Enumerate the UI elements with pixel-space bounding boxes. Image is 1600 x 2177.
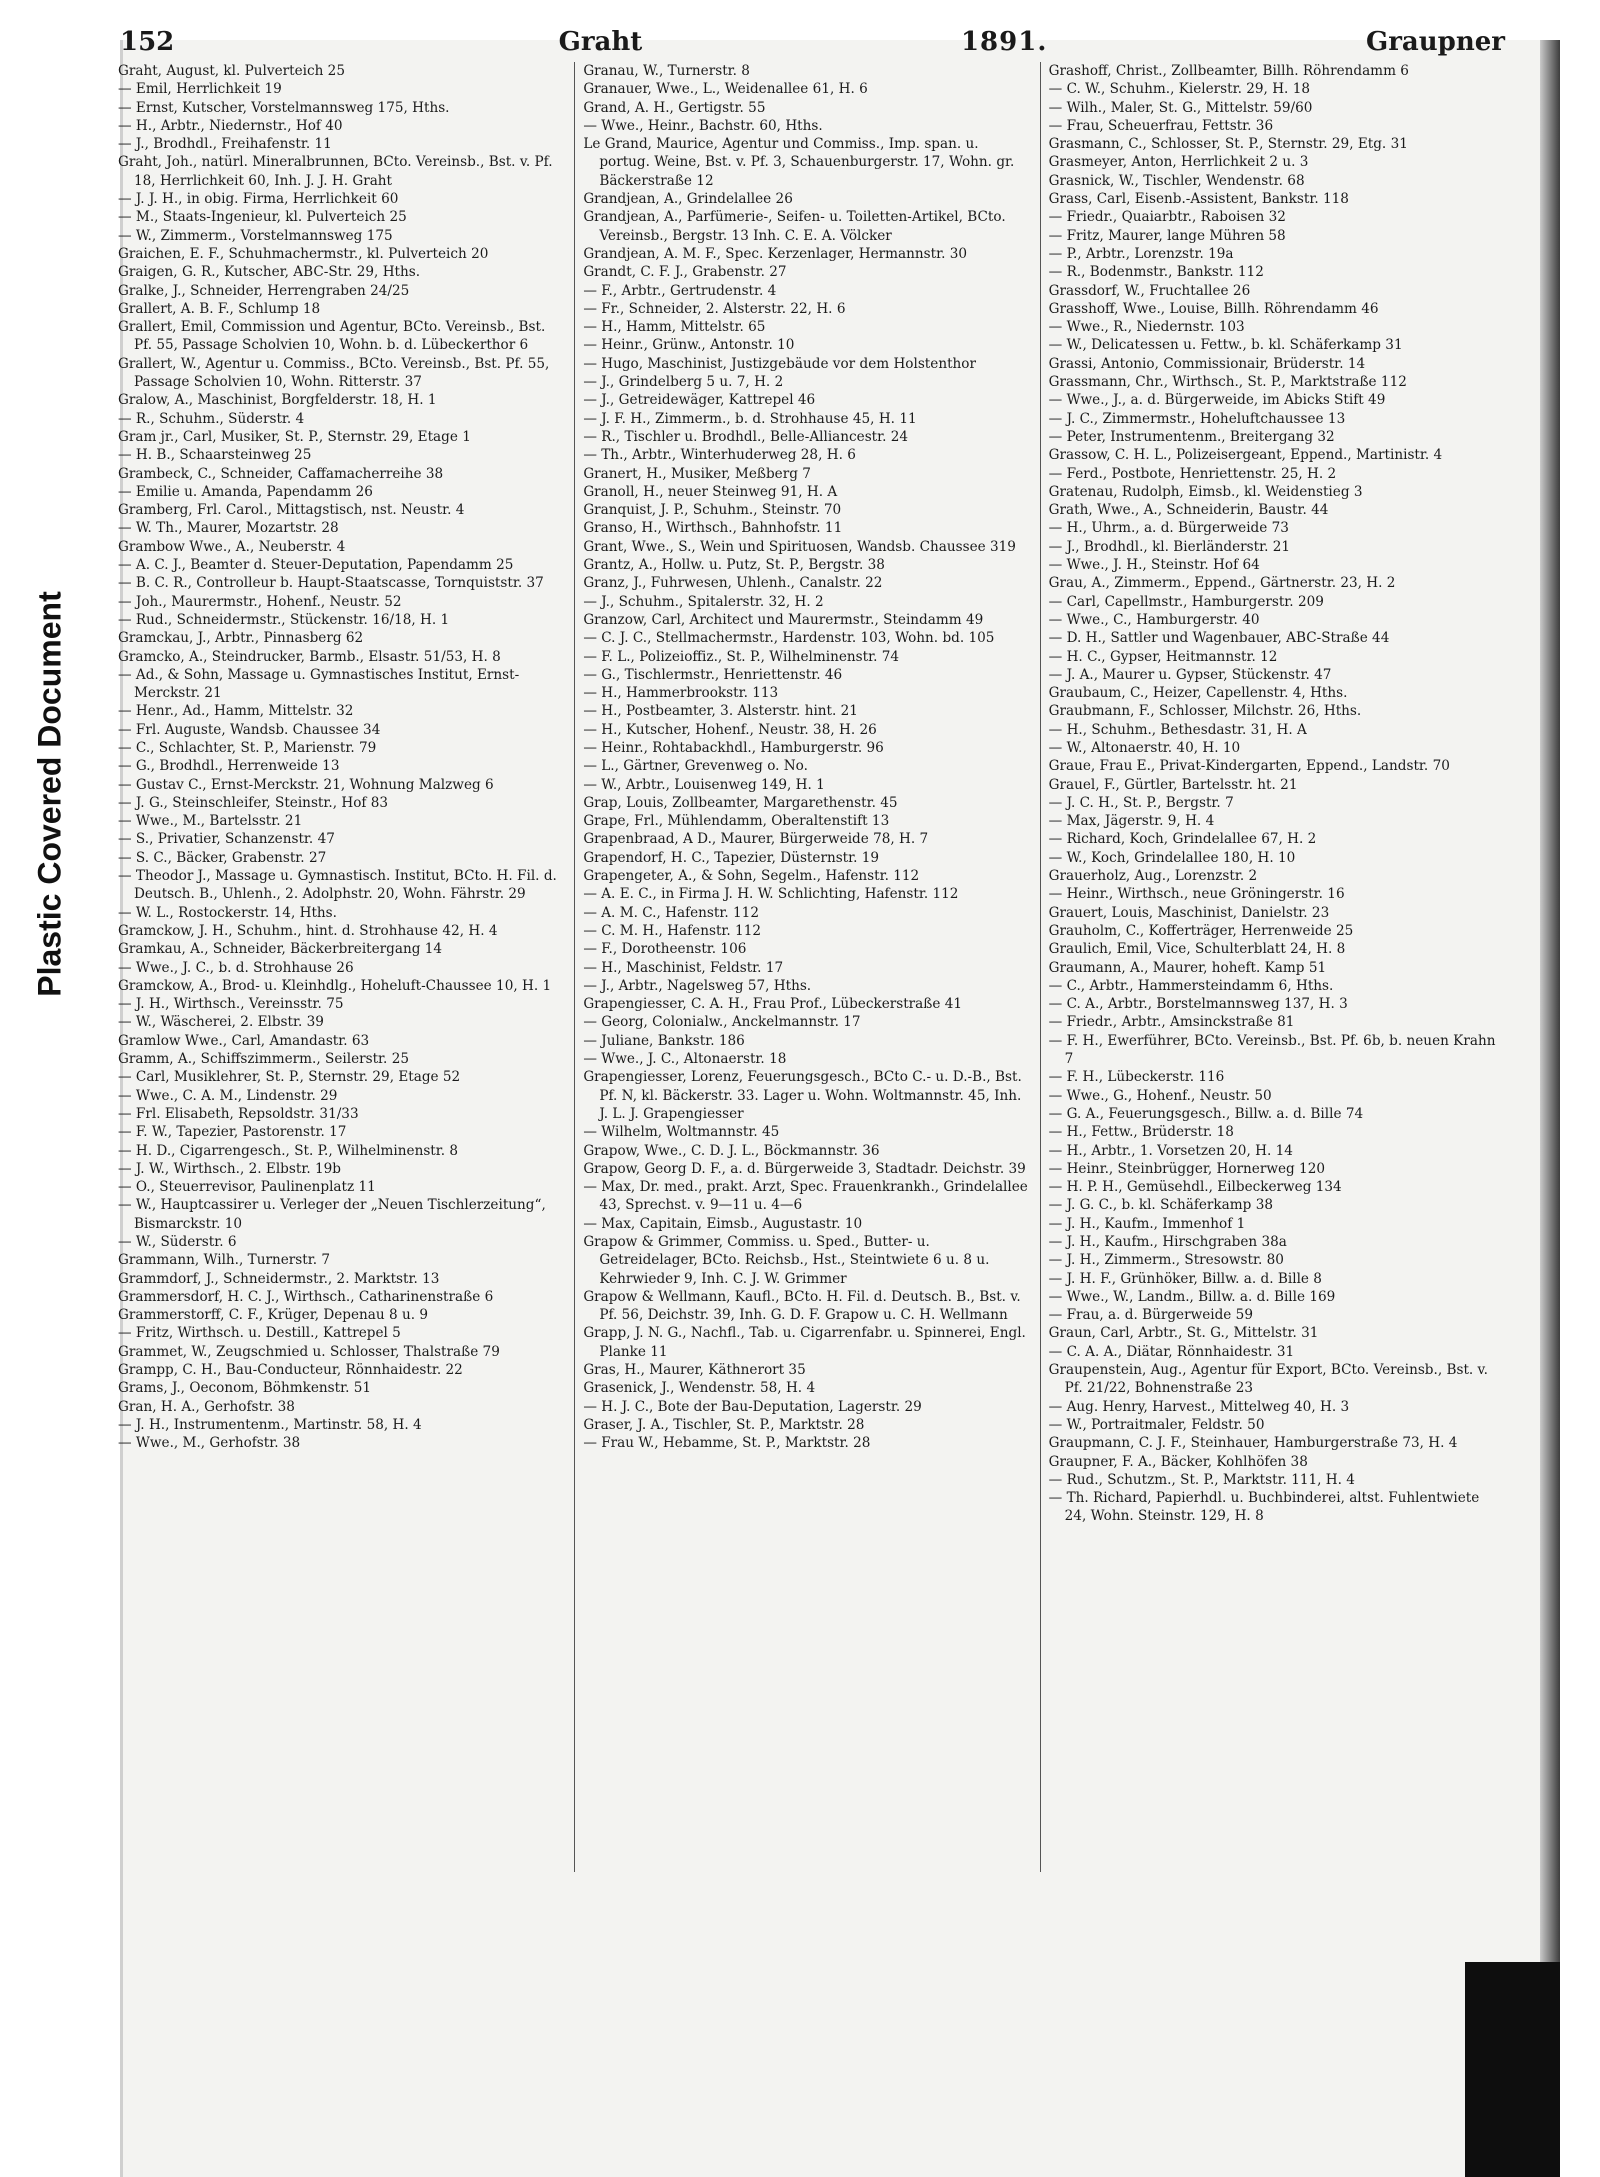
directory-entry: — Emil, Herrlichkeit 19 [118,81,282,98]
directory-entry: Le Grand, Maurice, Agentur und Commiss., Imp. span. u. portug. Weine, Bst. v. Pf. 3, Schauenburgerstr. 17, Wohn. gr. Bäckerstraße 12 [583,136,1015,189]
directory-entry: — J. C. H., St. P., Bergstr. 7 [1048,794,1234,811]
directory-entry: — Fritz, Wirthsch. u. Destill., Kattrepel 5 [118,1325,401,1342]
directory-entry: Grauholm, C., Kofferträger, Herrenweide 25 [1048,922,1354,939]
directory-entry: — L., Gärtner, Grevenweg o. No. [583,758,808,775]
directory-entry: Grashoff, Christ., Zollbeamter, Billh. Röhrendamm 6 [1048,63,1409,79]
directory-entry: Gramckow, J. H., Schuhm., hint. d. Strohhause 42, H. 4 [118,922,498,939]
directory-entry: Grammerstorff, C. F., Krüger, Depenau 8 u. 9 [118,1307,428,1324]
directory-entry: — P., Arbtr., Lorenzstr. 19a [1048,245,1234,262]
directory-entry: Graigen, G. R., Kutscher, ABC-Str. 29, Hths. [118,264,421,281]
directory-entry: Granso, H., Wirthsch., Bahnhofstr. 11 [583,520,843,537]
directory-entry: — H., Arbtr., 1. Vorsetzen 20, H. 14 [1048,1142,1293,1159]
directory-entry: Grassdorf, W., Fruchtallee 26 [1048,282,1251,299]
directory-entry: Gramcko, A., Steindrucker, Barmb., Elsastr. 51/53, H. 8 [118,648,501,665]
directory-entry: — Hugo, Maschinist, Justizgebäude vor dem Holstenthor [583,355,976,372]
directory-entry: — Heinr., Grünw., Antonstr. 10 [583,337,795,354]
directory-entry: Grasshoff, Wwe., Louise, Billh. Röhrendamm 46 [1048,300,1379,317]
directory-entry: — Max, Jägerstr. 9, H. 4 [1048,813,1215,830]
directory-entry: — J. G., Steinschleifer, Steinstr., Hof 83 [118,794,389,811]
directory-entry: Granz, J., Fuhrwesen, Uhlenh., Canalstr. 22 [583,575,883,592]
directory-entry: Gramkau, A., Schneider, Bäckerbreitergang 14 [118,941,443,958]
directory-entry: — Th., Arbtr., Winterhuderweg 28, H. 6 [583,447,856,464]
directory-entry: — W. Th., Maurer, Mozartstr. 28 [118,520,339,537]
directory-entry: — W., Zimmerm., Vorstelmannsweg 175 [118,227,393,244]
directory-entry: — H., Uhrm., a. d. Bürgerweide 73 [1048,520,1289,537]
directory-entry: Graulich, Emil, Vice, Schulterblatt 24, H. 8 [1048,941,1346,958]
directory-entry: Granert, H., Musiker, Meßberg 7 [583,465,811,482]
directory-entry: — S. C., Bäcker, Grabenstr. 27 [118,849,327,866]
directory-entry: — H., Arbtr., Niedernstr., Hof 40 [118,117,343,134]
directory-entry: Grauerholz, Aug., Lorenzstr. 2 [1048,868,1258,885]
directory-entry: — F. H., Ewerführer, BCto. Vereinsb., Bst. Pf. 6b, b. neuen Krahn 7 [1048,1032,1496,1068]
directory-entry: Grath, Wwe., A., Schneiderin, Baustr. 44 [1048,502,1329,519]
directory-entry: — H., Kutscher, Hohenf., Neustr. 38, H. 26 [583,721,877,738]
directory-entry: — Wilh., Maler, St. G., Mittelstr. 59/60 [1048,99,1313,116]
directory-entry: — H., Fettw., Brüderstr. 18 [1048,1124,1234,1141]
directory-entry: Grapengeter, A., & Sohn, Segelm., Hafenstr. 112 [583,868,920,885]
directory-entry: — Heinr., Rohtabackhdl., Hamburgerstr. 96 [583,739,884,756]
directory-entry: — Friedr., Arbtr., Amsinckstraße 81 [1048,1014,1295,1031]
directory-entry: Grammdorf, J., Schneidermstr., 2. Marktstr. 13 [118,1270,440,1287]
directory-entry: Granauer, Wwe., L., Weidenallee 61, H. 6 [583,81,868,98]
directory-entry: — Frau, a. d. Bürgerweide 59 [1048,1307,1253,1324]
directory-entry: Gras, H., Maurer, Käthnerort 35 [583,1362,806,1379]
directory-entry: Graupmann, C. J. F., Steinhauer, Hamburgerstraße 73, H. 4 [1048,1435,1458,1452]
directory-entry: — C., Schlachter, St. P., Marienstr. 79 [118,739,377,756]
directory-entry: Grallert, W., Agentur u. Commiss., BCto. Vereinsb., Bst. Pf. 55, Passage Scholvien 10, Wohn. Ritterstr. 37 [118,355,550,391]
directory-entry: Grambeck, C., Schneider, Caffamacherreihe 38 [118,465,444,482]
directory-entry: Gram jr., Carl, Musiker, St. P., Sternstr. 29, Etage 1 [118,428,471,445]
directory-entry: — J. H., Wirthsch., Vereinsstr. 75 [118,996,344,1013]
directory-entry: Graht, Joh., natürl. Mineralbrunnen, BCto. Vereinsb., Bst. v. Pf. 18, Herrlichkeit 60, Inh. J. J. H. Graht [118,154,553,189]
directory-entry: — Frl. Elisabeth, Repsoldstr. 31/33 [118,1105,359,1122]
directory-entry: Gralow, A., Maschinist, Borgfelderstr. 18, H. 1 [118,392,437,409]
directory-entry: Grammet, W., Zeugschmied u. Schlosser, Thalstraße 79 [118,1343,500,1360]
directory-entry: — C. A., Arbtr., Borstelmannsweg 137, H. 3 [1048,996,1348,1013]
directory-entry: — Wwe., M., Bartelsstr. 21 [118,813,303,830]
directory-entry: Gratenau, Rudolph, Eimsb., kl. Weidenstieg 3 [1048,483,1363,500]
directory-entry: Grapp, J. N. G., Nachfl., Tab. u. Cigarrenfabr. u. Spinnerei, Engl. Planke 11 [583,1325,1026,1360]
directory-entry: — O., Steuerrevisor, Paulinenplatz 11 [118,1179,376,1196]
directory-entry: Graue, Frau E., Privat-Kindergarten, Eppend., Landstr. 70 [1048,758,1450,775]
directory-entry: Grapengiesser, C. A. H., Frau Prof., Lübeckerstraße 41 [583,996,963,1013]
directory-entry: Gramberg, Frl. Carol., Mittagstisch, nst. Neustr. 4 [118,502,465,519]
directory-entry: — C. A. A., Diätar, Rönnhaidestr. 31 [1048,1343,1295,1360]
directory-entry: — J. W., Wirthsch., 2. Elbstr. 19b [118,1160,341,1177]
directory-entry: — H. B., Schaarsteinweg 25 [118,447,312,464]
directory-entry: — Wwe., J. C., b. d. Strohhause 26 [118,959,354,976]
directory-entry: — W., Delicatessen u. Fettw., b. kl. Schäferkamp 31 [1048,337,1403,354]
directory-entry: Grampp, C. H., Bau-Conducteur, Rönnhaidestr. 22 [118,1362,463,1379]
directory-entry: — H., Schuhm., Bethesdastr. 31, H. A [1048,721,1307,738]
directory-entry: Granoll, H., neuer Steinweg 91, H. A [583,483,838,500]
directory-entry: — W., Süderstr. 6 [118,1234,237,1250]
directory-entry: Grasmann, C., Schlosser, St. P., Sternstr. 29, Etg. 31 [1048,136,1408,153]
directory-entry: — J. H., Kaufm., Immenhof 1 [1048,1215,1246,1232]
directory-entry: Grandjean, A., Grindelallee 26 [583,191,793,208]
directory-entry: — Rud., Schutzm., St. P., Marktstr. 111, H. 4 [1048,1471,1355,1488]
page-number: 152 [120,27,175,57]
directory-entry: — Friedr., Quaiarbtr., Raboisen 32 [1048,209,1286,226]
page-header [120,22,1505,62]
directory-entry: — Ad., & Sohn, Massage u. Gymnastisches Institut, Ernst-Merckstr. 21 [118,666,520,702]
directory-entry: — Theodor J., Massage u. Gymnastisch. Institut, BCto. H. Fil. d. Deutsch. B., Uhlenh., 2. Adolphstr. 20, Wohn. Fährstr. 29 [118,868,557,903]
directory-entry: — Wwe., C. A. M., Lindenstr. 29 [118,1087,338,1104]
directory-entry: Grandt, C. F. J., Grabenstr. 27 [583,264,787,281]
directory-entry: — J., Getreidewäger, Kattrepel 46 [583,392,816,409]
directory-entry: Grau, A., Zimmerm., Eppend., Gärtnerstr. 23, H. 2 [1048,575,1396,592]
directory-entry: Granau, W., Turnerstr. 8 [583,63,750,79]
directory-entry: — H., Maschinist, Feldstr. 17 [583,959,784,976]
directory-entry: — H. J. C., Bote der Bau-Deputation, Lagerstr. 29 [583,1398,922,1415]
directory-entry: Grapengiesser, Lorenz, Feuerungsgesch., BCto C.- u. D.-B., Bst. Pf. N, kl. Bäckerstr. 33. Lager u. Wohn. Woltmannstr. 45, Inh. J. L. J. Grapengiesser [583,1069,1022,1122]
directory-entry: — Aug. Henry, Harvest., Mittelweg 40, H. 3 [1048,1398,1350,1415]
directory-entry: — Max, Dr. med., prakt. Arzt, Spec. Frauenkrankh., Grindelallee 43, Sprechst. v. 9—11 u. 4—6 [583,1179,1028,1214]
directory-entry: — Max, Capitain, Eimsb., Augustastr. 10 [583,1215,863,1232]
directory-entry: — H. P. H., Gemüsehdl., Eilbeckerweg 134 [1048,1179,1342,1196]
directory-entry: — J. H., Kaufm., Hirschgraben 38a [1048,1234,1287,1250]
side-label [20,538,80,1050]
directory-entry: — R., Schuhm., Süderstr. 4 [118,410,305,427]
directory-entry: — Ernst, Kutscher, Vorstelmannsweg 175, Hths. [118,99,450,116]
directory-entry: Grass, Carl, Eisenb.-Assistent, Bankstr. 118 [1048,191,1349,208]
header-year: 1891. [960,27,1048,57]
directory-entry: — R., Tischler u. Brodhdl., Belle-Alliancestr. 24 [583,428,909,445]
directory-entry: — Gustav C., Ernst-Merckstr. 21, Wohnung Malzweg 6 [118,776,494,793]
directory-entry: — J. H., Instrumentenm., Martinstr. 58, H. 4 [118,1416,422,1433]
header-left-word: Graht [558,27,643,57]
directory-entry: Grand, A. H., Gertigstr. 55 [583,99,766,116]
directory-entry: — W. L., Rostockerstr. 14, Hths. [118,904,337,921]
directory-entry: Graupner, F. A., Bäcker, Kohlhöfen 38 [1048,1453,1308,1470]
directory-entry: Grammersdorf, H. C. J., Wirthsch., Catharinenstraße 6 [118,1288,494,1305]
directory-entry: — W., Wäscherei, 2. Elbstr. 39 [118,1014,324,1031]
directory-entry: — W., Portraitmaler, Feldstr. 50 [1048,1416,1265,1433]
directory-entry: — Richard, Koch, Grindelallee 67, H. 2 [1048,831,1317,848]
directory-entry: Grallert, Emil, Commission und Agentur, BCto. Vereinsb., Bst. Pf. 55, Passage Scholvien 10, Wohn. b. d. Lübeckerthor 6 [118,319,546,354]
directory-entry: — A. E. C., in Firma J. H. W. Schlichting, Hafenstr. 112 [583,886,959,903]
directory-entry: — Carl, Capellmstr., Hamburgerstr. 209 [1048,593,1324,610]
directory-entry: — Juliane, Bankstr. 186 [583,1032,745,1049]
directory-entry: — G., Brodhdl., Herrenweide 13 [118,758,340,775]
directory-entry: — J. F. H., Zimmerm., b. d. Strohhause 45, H. 11 [583,410,917,427]
directory-entry: — W., Arbtr., Louisenweg 149, H. 1 [583,776,825,793]
directory-entry: — H., Hammerbrookstr. 113 [583,685,779,702]
column-2 [575,62,1040,1872]
directory-entry: Gran, H. A., Gerhofstr. 38 [118,1398,295,1415]
directory-entry: Gralke, J., Schneider, Herrengraben 24/25 [118,282,410,299]
directory-entry: — Wwe., C., Hamburgerstr. 40 [1048,611,1260,628]
directory-entry: Graichen, E. F., Schuhmachermstr., kl. Pulverteich 20 [118,245,489,262]
directory-entry: — S., Privatier, Schanzenstr. 47 [118,831,335,848]
directory-entry: — F. W., Tapezier, Pastorenstr. 17 [118,1124,347,1141]
directory-entry: Graubmann, F., Schlosser, Milchstr. 26, Hths. [1048,703,1362,720]
directory-entry: — Wwe., R., Niedernstr. 103 [1048,319,1245,336]
directory-entry: — Wilhelm, Woltmannstr. 45 [583,1124,780,1141]
directory-entry: — Fr., Schneider, 2. Alsterstr. 22, H. 6 [583,300,846,317]
directory-entry: Grapow & Wellmann, Kaufl., BCto. H. Fil. d. Deutsch. B., Bst. v. Pf. 56, Deichstr. 39, Inh. G. D. F. Grapow u. C. H. Wellmann [583,1288,1021,1324]
directory-entry: — Wwe., J., a. d. Bürgerweide, im Abicks Stift 49 [1048,392,1386,409]
directory-entry: — W., Koch, Grindelallee 180, H. 10 [1048,849,1296,866]
directory-entry: — C., Arbtr., Hammersteindamm 6, Hths. [1048,977,1334,994]
directory-entry: Grandjean, A., Parfümerie-, Seifen- u. Toiletten-Artikel, BCto. Vereinsb., Bergstr. 13 Inh. C. E. A. Völcker [583,209,1006,244]
side-label-text: Plastic Covered Document [31,591,68,997]
directory-entry: — Emilie u. Amanda, Papendamm 26 [118,483,373,500]
directory-entry: — Wwe., J. H., Steinstr. Hof 64 [1048,557,1260,574]
directory-entry: Grapendorf, H. C., Tapezier, Düsternstr. 19 [583,849,880,866]
directory-entry: — Frau, Scheuerfrau, Fettstr. 36 [1048,117,1274,134]
column-3 [1041,62,1505,1872]
directory-entry: Grant, Wwe., S., Wein und Spirituosen, Wandsb. Chaussee 319 [583,538,1016,555]
directory-entry: Grapow, Wwe., C. D. J. L., Böckmannstr. 36 [583,1142,880,1159]
directory-entry: — Wwe., J. C., Altonaerstr. 18 [583,1051,787,1068]
directory-entry: — J., Schuhm., Spitalerstr. 32, H. 2 [583,593,824,610]
directory-entry: — Wwe., W., Landm., Billw. a. d. Bille 169 [1048,1288,1336,1305]
directory-entry: — Peter, Instrumentenm., Breitergang 32 [1048,428,1335,445]
page-edge-shadow [1540,40,1560,2177]
directory-entry: — Wwe., G., Hohenf., Neustr. 50 [1048,1087,1272,1104]
directory-entry: — Wwe., M., Gerhofstr. 38 [118,1435,301,1452]
directory-entry: — H. C., Gypser, Heitmannstr. 12 [1048,648,1278,665]
directory-entry: Graun, Carl, Arbtr., St. G., Mittelstr. 31 [1048,1325,1319,1342]
directory-entry: Gramckau, J., Arbtr., Pinnasberg 62 [118,630,364,647]
directory-entry: Grapenbraad, A D., Maurer, Bürgerweide 78, H. 7 [583,831,929,848]
directory-entry: — Wwe., Heinr., Bachstr. 60, Hths. [583,117,823,134]
directory-entry: Grapow, Georg D. F., a. d. Bürgerweide 3, Stadtadr. Deichstr. 39 [583,1160,1026,1177]
directory-entry: — Rud., Schneidermstr., Stückenstr. 16/18, H. 1 [118,611,450,628]
directory-entry: — F., Dorotheenstr. 106 [583,941,747,958]
directory-entry: — F. H., Lübeckerstr. 116 [1048,1069,1225,1086]
directory-entry: — A. C. J., Beamter d. Steuer-Deputation, Papendamm 25 [118,557,514,574]
directory-entry: — W., Hauptcassirer u. Verleger der „Neuen Tischlerzeitung“, Bismarckstr. 10 [118,1197,546,1232]
directory-entry: — R., Bodenmstr., Bankstr. 112 [1048,264,1264,281]
directory-entry: — J. A., Maurer u. Gypser, Stückenstr. 47 [1048,666,1332,683]
directory-entry: Graubaum, C., Heizer, Capellenstr. 4, Hths. [1048,685,1348,702]
directory-entry: — Joh., Maurermstr., Hohenf., Neustr. 52 [118,593,402,610]
directory-entry: — J., Brodhdl., Freihafenstr. 11 [118,136,332,153]
header-right-word: Graupner [1366,27,1505,57]
directory-entry: Graht, August, kl. Pulverteich 25 [118,63,345,79]
directory-entry: Grapow & Grimmer, Commiss. u. Sped., Butter- u. Getreidelager, BCto. Reichsb., Hst., Steintwiete 6 u. 8 u. Kehrwieder 9, Inh. C. J. W. Grimmer [583,1234,990,1287]
directory-entry: — A. M. C., Hafenstr. 112 [583,904,759,921]
directory-entry: Grasenick, J., Wendenstr. 58, H. 4 [583,1380,816,1397]
directory-entry: — H. D., Cigarrengesch., St. P., Wilhelminenstr. 8 [118,1142,459,1159]
directory-entry: — Frl. Auguste, Wandsb. Chaussee 34 [118,721,381,738]
directory-entry: — Heinr., Wirthsch., neue Gröningerstr. 16 [1048,886,1345,903]
directory-entry: — W., Altonaerstr. 40, H. 10 [1048,739,1241,756]
directory-entry: Grassmann, Chr., Wirthsch., St. P., Marktstraße 112 [1048,374,1407,391]
directory-entry: — C. W., Schuhm., Kielerstr. 29, H. 18 [1048,81,1310,98]
directory-entry: — B. C. R., Controlleur b. Haupt-Staatscasse, Tornquiststr. 37 [118,575,544,592]
directory-entry: — J. H., Zimmerm., Stresowstr. 80 [1048,1252,1284,1269]
directory-entry: — C. J. C., Stellmachermstr., Hardenstr. 103, Wohn. bd. 105 [583,630,995,647]
directory-entry: — Heinr., Steinbrügger, Hornerweg 120 [1048,1160,1325,1177]
directory-entry: — J. G. C., b. kl. Schäferkamp 38 [1048,1197,1273,1214]
directory-entry: Grape, Frl., Mühlendamm, Oberaltenstift 13 [583,813,890,830]
directory-entry: Gramm, A., Schiffszimmerm., Seilerstr. 25 [118,1051,409,1068]
directory-entry: Grasmeyer, Anton, Herrlichkeit 2 u. 3 [1048,154,1309,171]
directory-entry: Grassow, C. H. L., Polizeisergeant, Eppend., Martinistr. 4 [1048,447,1443,464]
directory-entry: — F. L., Polizeioffiz., St. P., Wilhelminenstr. 74 [583,648,900,665]
directory-entry: Grauel, F., Gürtler, Bartelsstr. ht. 21 [1048,776,1298,793]
directory-entry: — J. J. H., in obig. Firma, Herrlichkeit 60 [118,191,399,208]
directory-entry: Grambow Wwe., A., Neuberstr. 4 [118,538,346,555]
directory-entry: — J., Grindelberg 5 u. 7, H. 2 [583,374,784,391]
column-1 [110,62,575,1872]
directory-entry: Grandjean, A. M. F., Spec. Kerzenlager, Hermannstr. 30 [583,245,968,262]
directory-entry: — Frau W., Hebamme, St. P., Marktstr. 28 [583,1435,871,1452]
directory-entry: — J., Brodhdl., kl. Bierländerstr. 21 [1048,538,1291,555]
directory-entry: Gramckow, A., Brod- u. Kleinhdlg., Hoheluft-Chaussee 10, H. 1 [118,977,552,994]
directory-entry: Grassi, Antonio, Commissionair, Brüderstr. 14 [1048,355,1366,372]
directory-entry: Grallert, A. B. F., Schlump 18 [118,300,321,317]
directory-entry: Graumann, A., Maurer, hoheft. Kamp 51 [1048,959,1327,976]
directory-entry: — Th. Richard, Papierhdl. u. Buchbinderei, altst. Fuhlentwiete 24, Wohn. Steinstr. 129, H. 8 [1048,1490,1480,1525]
directory-entry: — Ferd., Postbote, Henriettenstr. 25, H. 2 [1048,465,1337,482]
directory-entry: Grap, Louis, Zollbeamter, Margarethenstr. 45 [583,794,898,811]
directory-entry: — J., Arbtr., Nagelsweg 57, Hths. [583,977,812,994]
directory-entry: — F., Arbtr., Gertrudenstr. 4 [583,282,777,299]
dark-corner [1465,1962,1560,2177]
directory-entry: — Georg, Colonialw., Anckelmannstr. 17 [583,1014,861,1031]
directory-columns [110,62,1505,1872]
directory-entry: Granzow, Carl, Architect und Maurermstr., Steindamm 49 [583,611,984,628]
directory-entry: — Fritz, Maurer, lange Mühren 58 [1048,227,1286,244]
directory-entry: — Carl, Musiklehrer, St. P., Sternstr. 29, Etage 52 [118,1069,461,1086]
directory-entry: — J. H. F., Grünhöker, Billw. a. d. Bille 8 [1048,1270,1322,1287]
directory-entry: — H., Postbeamter, 3. Alsterstr. hint. 21 [583,703,858,720]
directory-entry: — G., Tischlermstr., Henriettenstr. 46 [583,666,843,683]
directory-entry: Graupenstein, Aug., Agentur für Export, BCto. Vereinsb., Bst. v. Pf. 21/22, Bohnenstraße 23 [1048,1362,1488,1397]
directory-entry: Grantz, A., Hollw. u. Putz, St. P., Bergstr. 38 [583,557,885,574]
directory-entry: Grams, J., Oeconom, Böhmkenstr. 51 [118,1380,372,1397]
directory-entry: — Henr., Ad., Hamm, Mittelstr. 32 [118,703,354,720]
directory-entry: Grasnick, W., Tischler, Wendenstr. 68 [1048,172,1305,189]
directory-entry: Graser, J. A., Tischler, St. P., Marktstr. 28 [583,1416,865,1433]
directory-entry: — M., Staats-Ingenieur, kl. Pulverteich 25 [118,209,407,226]
directory-entry: — H., Hamm, Mittelstr. 65 [583,319,766,336]
directory-entry: — J. C., Zimmermstr., Hoheluftchaussee 13 [1048,410,1346,427]
directory-entry: — C. M. H., Hafenstr. 112 [583,922,762,939]
directory-entry: Grammann, Wilh., Turnerstr. 7 [118,1252,330,1269]
directory-entry: Grauert, Louis, Maschinist, Danielstr. 23 [1048,904,1330,921]
directory-entry: — G. A., Feuerungsgesch., Billw. a. d. Bille 74 [1048,1105,1364,1122]
directory-entry: Gramlow Wwe., Carl, Amandastr. 63 [118,1032,370,1049]
directory-entry: — D. H., Sattler und Wagenbauer, ABC-Straße 44 [1048,630,1390,647]
directory-entry: Granquist, J. P., Schuhm., Steinstr. 70 [583,502,842,519]
